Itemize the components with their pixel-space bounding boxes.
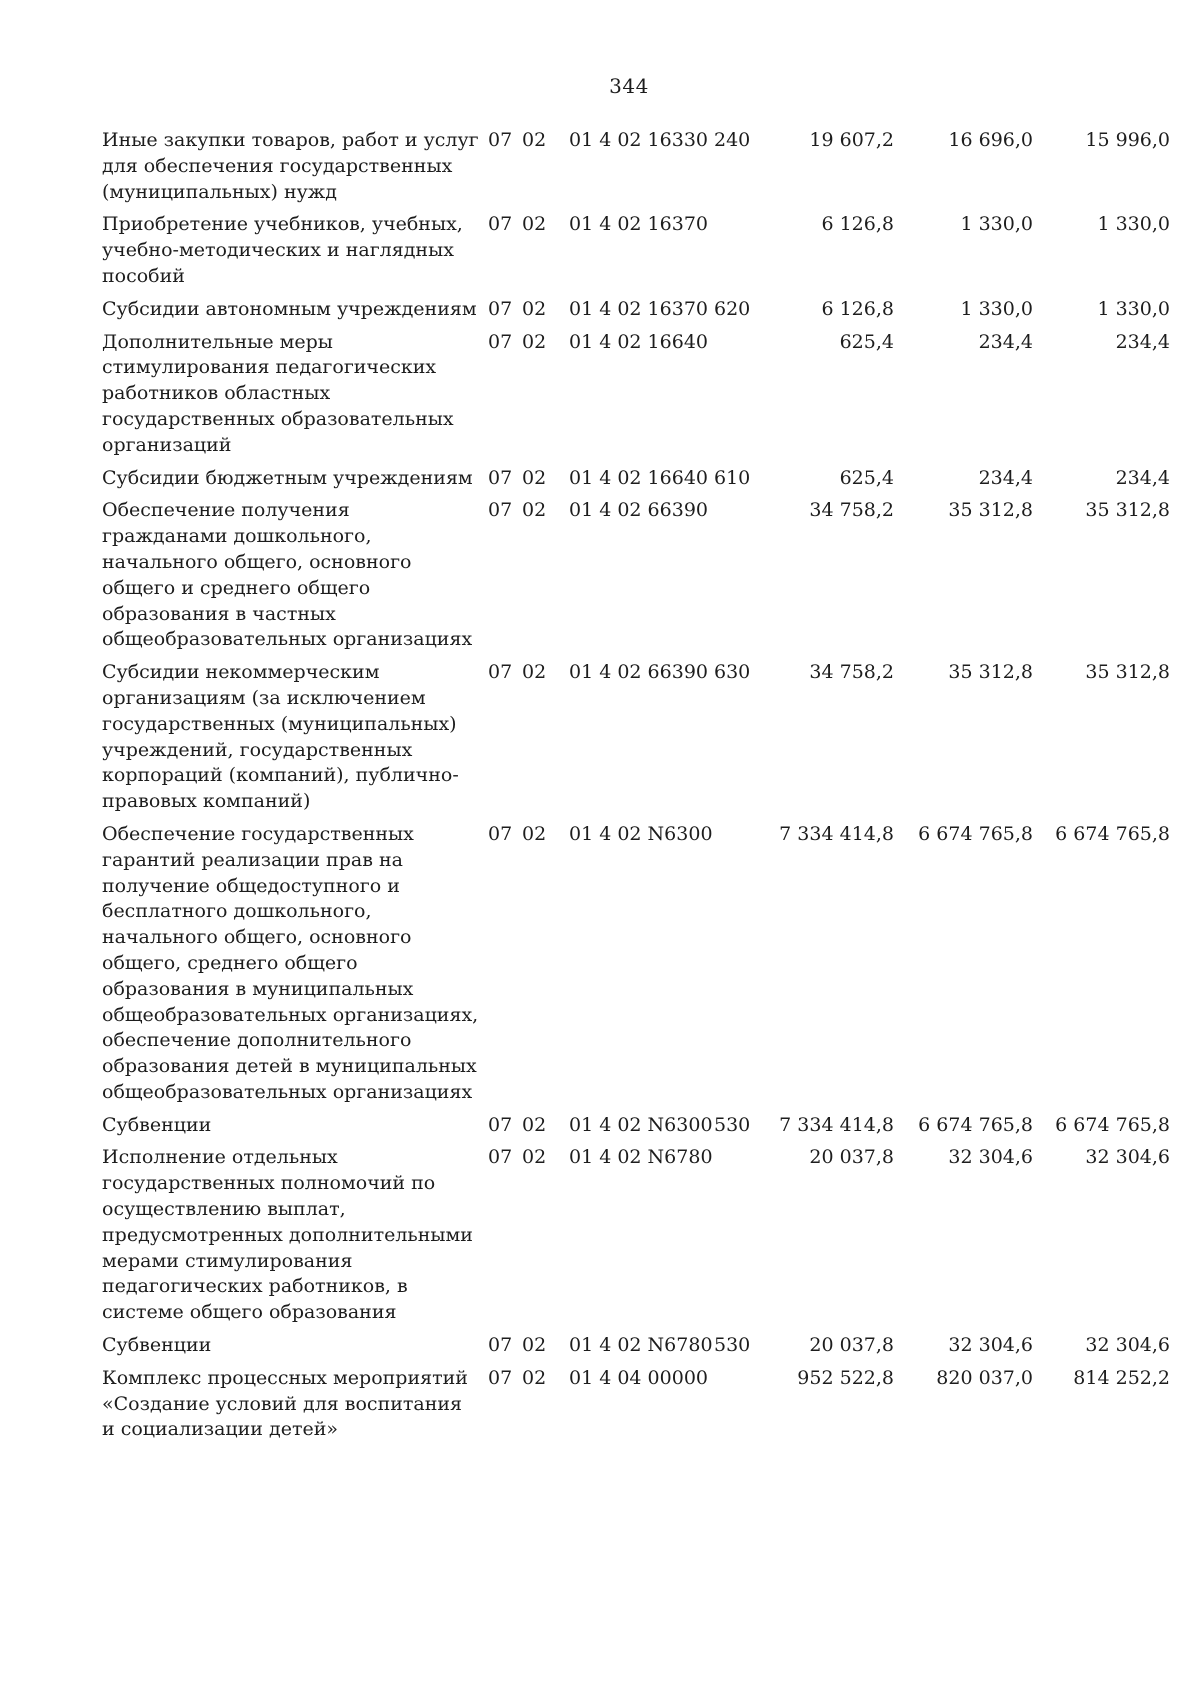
amount-year-1: 19 607,2 (809, 129, 894, 151)
expense-type-code: 610 (714, 466, 751, 489)
amount-year-3: 6 674 765,8 (1055, 822, 1170, 845)
subsection-code: 02 (522, 330, 547, 353)
amount-year-2: 16 696,0 (948, 129, 1033, 151)
expense-type-code: 240 (714, 129, 751, 151)
row-name: Субсидии некоммерческим организациям (за исключением государственных (муниципальных) учреждений, государственных корпораций (компаний), публично-правовых компаний) (102, 661, 459, 813)
target-article-code: 01 4 02 16640 (569, 466, 709, 489)
amount-year-3: 6 674 765,8 (1055, 1113, 1170, 1136)
row-name: Комплекс процессных мероприятий «Создание условий для воспитания и социализации детей» (102, 1366, 468, 1441)
amount-year-1: 6 126,8 (821, 213, 894, 236)
table-row (102, 1333, 1170, 1359)
subsection-code: 02 (522, 297, 547, 320)
row-name: Исполнение отдельных государственных полномочий по осуществлению выплат, предусмотренных дополнительными мерами стимулирования педагогических работников, в системе общего образования (102, 1146, 473, 1324)
section-code: 07 (488, 297, 513, 320)
row-name: Субвенции (102, 1334, 212, 1357)
table-row (102, 212, 1170, 289)
subsection-code: 02 (522, 1146, 547, 1169)
section-code: 07 (488, 129, 513, 151)
target-article-code: 01 4 02 N6780 (569, 1334, 713, 1357)
table-row (102, 1113, 1170, 1139)
amount-year-2: 35 312,8 (948, 661, 1033, 684)
expense-type-code: 530 (714, 1113, 751, 1136)
row-name: Субсидии автономным учреждениям (102, 297, 477, 320)
target-article-code: 01 4 02 16640 (569, 330, 709, 353)
table-row (102, 297, 1170, 323)
budget-table (102, 128, 1170, 1450)
section-code: 07 (488, 661, 513, 684)
expense-type-code: 620 (714, 297, 751, 320)
amount-year-1: 20 037,8 (809, 1334, 894, 1357)
amount-year-3: 32 304,6 (1085, 1146, 1170, 1169)
target-article-code: 01 4 04 00000 (569, 1366, 709, 1389)
amount-year-2: 32 304,6 (948, 1334, 1033, 1357)
amount-year-1: 34 758,2 (809, 661, 894, 684)
subsection-code: 02 (522, 213, 547, 236)
row-name: Дополнительные меры стимулирования педагогических работников областных государственных образовательных организаций (102, 330, 454, 456)
amount-year-3: 1 330,0 (1097, 297, 1170, 320)
amount-year-2: 35 312,8 (948, 499, 1033, 522)
subsection-code: 02 (522, 499, 547, 522)
amount-year-2: 1 330,0 (960, 297, 1033, 320)
target-article-code: 01 4 02 N6300 (569, 822, 713, 845)
amount-year-3: 32 304,6 (1085, 1334, 1170, 1357)
amount-year-3: 814 252,2 (1073, 1366, 1170, 1389)
expense-type-code: 630 (714, 661, 751, 684)
page-number: 344 (609, 74, 649, 98)
amount-year-2: 6 674 765,8 (918, 1113, 1033, 1136)
amount-year-1: 625,4 (839, 330, 894, 353)
row-name: Иные закупки товаров, работ и услуг для обеспечения государственных (муниципальных) нужд (102, 129, 479, 203)
table-row (102, 466, 1170, 492)
amount-year-3: 35 312,8 (1085, 499, 1170, 522)
row-name: Обеспечение получения гражданами дошкольного, начального общего, основного общего и среднего общего образования в частных общеобразовательных организациях (102, 499, 473, 651)
subsection-code: 02 (522, 466, 547, 489)
section-code: 07 (488, 330, 513, 353)
section-code: 07 (488, 466, 513, 489)
target-article-code: 01 4 02 16370 (569, 297, 709, 320)
table-row (102, 330, 1170, 459)
subsection-code: 02 (522, 822, 547, 845)
section-code: 07 (488, 1113, 513, 1136)
amount-year-1: 20 037,8 (809, 1146, 894, 1169)
subsection-code: 02 (522, 1366, 547, 1389)
subsection-code: 02 (522, 1334, 547, 1357)
target-article-code: 01 4 02 16330 (569, 129, 709, 151)
table-row (102, 498, 1170, 653)
section-code: 07 (488, 499, 513, 522)
amount-year-2: 32 304,6 (948, 1146, 1033, 1169)
amount-year-2: 1 330,0 (960, 213, 1033, 236)
target-article-code: 01 4 02 N6780 (569, 1146, 713, 1169)
table-row (102, 822, 1170, 1106)
row-name: Обеспечение государственных гарантий реализации прав на получение общедоступного и бесплатного дошкольного, начального общего, основного общего, среднего общего образования в муниципальных общеобразовательных организациях, обеспечение дополнительного образования детей в муниципальных общеобразовательных организациях (102, 822, 479, 1103)
expense-type-code: 530 (714, 1334, 751, 1357)
section-code: 07 (488, 1334, 513, 1357)
row-name: Субвенции (102, 1113, 212, 1136)
amount-year-3: 15 996,0 (1085, 129, 1170, 151)
amount-year-1: 6 126,8 (821, 297, 894, 320)
amount-year-1: 7 334 414,8 (779, 822, 894, 845)
target-article-code: 01 4 02 66390 (569, 499, 709, 522)
table-row (102, 660, 1170, 815)
amount-year-3: 234,4 (1115, 330, 1170, 353)
subsection-code: 02 (522, 129, 547, 151)
amount-year-1: 952 522,8 (797, 1366, 894, 1389)
amount-year-3: 35 312,8 (1085, 661, 1170, 684)
section-code: 07 (488, 822, 513, 845)
subsection-code: 02 (522, 661, 547, 684)
section-code: 07 (488, 1146, 513, 1169)
amount-year-1: 7 334 414,8 (779, 1113, 894, 1136)
target-article-code: 01 4 02 16370 (569, 213, 709, 236)
target-article-code: 01 4 02 N6300 (569, 1113, 713, 1136)
section-code: 07 (488, 213, 513, 236)
table-row (102, 1366, 1170, 1443)
section-code: 07 (488, 1366, 513, 1389)
amount-year-3: 234,4 (1115, 466, 1170, 489)
amount-year-2: 234,4 (978, 466, 1033, 489)
row-name: Приобретение учебников, учебных, учебно-методических и наглядных пособий (102, 213, 463, 287)
row-name: Субсидии бюджетным учреждениям (102, 466, 473, 489)
table-row (102, 128, 1170, 205)
amount-year-1: 625,4 (839, 466, 894, 489)
amount-year-2: 234,4 (978, 330, 1033, 353)
subsection-code: 02 (522, 1113, 547, 1136)
table-row (102, 1145, 1170, 1326)
amount-year-2: 820 037,0 (936, 1366, 1033, 1389)
target-article-code: 01 4 02 66390 (569, 661, 709, 684)
amount-year-1: 34 758,2 (809, 499, 894, 522)
amount-year-3: 1 330,0 (1097, 213, 1170, 236)
amount-year-2: 6 674 765,8 (918, 822, 1033, 845)
